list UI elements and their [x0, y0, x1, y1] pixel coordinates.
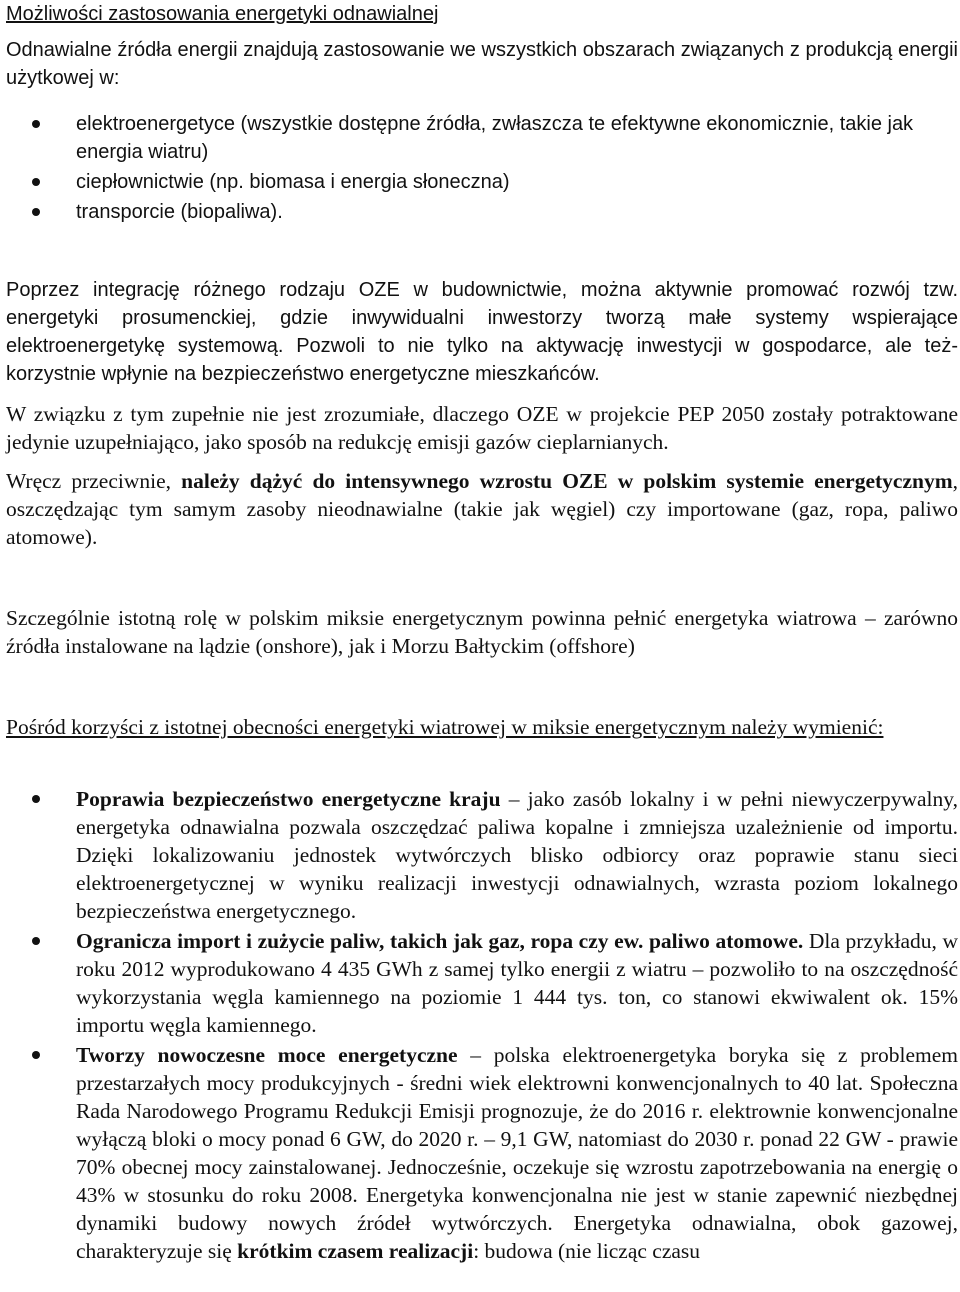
intro-paragraph: Odnawialne źródła energii znajdują zastosowanie we wszystkich obszarach związanych z produkcją energii użytkowej w:	[6, 39, 958, 89]
list-item: Tworzy nowoczesne moce energetyczne – polska elektroenergetyka boryka się z problemem przestarzałych mocy produkcyjnych - średni wiek elektrowni konwencjonalnych to 40 lat. Społeczna Rada Narodowego Programu Redukcji Emisji prognozuje, że do 2016 r. elektrownie konwencjonalne wyłączą bloki o mocy ponad 6 GW, do 2020 r. – 9,1 GW, natomiast do 2030 r. ponad 22 GW - prawie 70% obecnej mocy zainstalowanej. Jednocześnie, oczekuje się wzrostu zapotrzebowania na energię o 43% w stosunku do roku 2008. Energetyka konwencjonalna nie jest w stanie zapewnić niezbędnej dynamiki budowy nowych źródeł wytwórczych. Energetyka odnawialna, obok gazowej, charakteryzuje się krótkim czasem realizacji: budowa (nie licząc czasu	[6, 1041, 958, 1265]
bullet-icon	[32, 1051, 40, 1059]
benefits-list	[6, 785, 958, 1265]
bullet-icon	[32, 178, 40, 186]
list-item: Poprawia bezpieczeństwo energetyczne kraju – jako zasób lokalny i w pełni niewyczerpywalny, energetyka odnawialna pozwala oszczędzać paliwa kopalne i zmniejsza uzależnienie od importu. Dzięki lokalizowaniu jednostek wytwórczych blisko odbiorcy oraz poprawie stanu sieci elektroenergetycznej w wyniku realizacji inwestycji odnawialnych, wzrasta poziom lokalnego bezpieczeństwa energetycznego.	[6, 785, 958, 925]
list-item: elektroenergetyce (wszystkie dostępne źródła, zwłaszcza te efektywne ekonomicznie, takie jak energia wiatru)	[6, 110, 958, 166]
bullet-icon	[32, 120, 40, 128]
benefits-heading: Pośród korzyści z istotnej obecności energetyki wiatrowej w miksie energetycznym należy wymienić:	[6, 715, 884, 739]
contrary-paragraph: Wręcz przeciwnie, należy dążyć do intensywnego wzrostu OZE w polskim systemie energetycznym, oszczędzając tym samym zasoby nieodnawialne (takie jak węgiel) czy importowane (gaz, ropa, paliwo atomowe).	[6, 469, 958, 549]
list-item: Ogranicza import i zużycie paliw, takich jak gaz, ropa czy ew. paliwo atomowe. Dla przykładu, w roku 2012 wyprodukowano 4 435 GWh z samej tylko energii z wiatru – pozwoliło to na oszczędność wykorzystania węgla kamiennego na poziomie 1 444 tys. ton, co stanowi ekwiwalent ok. 15% importu węgla kamiennego.	[6, 927, 958, 1039]
pep-paragraph: W związku z tym zupełnie nie jest zrozumiałe, dlaczego OZE w projekcie PEP 2050 zostały potraktowane jedynie uzupełniająco, jako sposób na redukcję emisji gazów cieplarnianych.	[6, 402, 958, 454]
bullet-icon	[32, 208, 40, 216]
bullet-icon	[32, 795, 40, 803]
page-heading: Możliwości zastosowania energetyki odnawialnej	[6, 3, 439, 25]
list-item: transporcie (biopaliwa).	[6, 198, 958, 226]
integration-paragraph: Poprzez integrację różnego rodzaju OZE w budownictwie, można aktywnie promować rozwój tzw. energetyki prosumenckiej, gdzie inwywidualni inwestorzy tworzą małe systemy wspierające elektroenergetykę systemową. Pozwoli to nie tylko na aktywację inwestycji w gospodarce, ale też- korzystnie wpłynie na bezpieczeństwo energetyczne mieszkańców.	[6, 279, 958, 385]
wind-role-paragraph: Szczególnie istotną rolę w polskim miksie energetycznym powinna pełnić energetyka wiatrowa – zarówno źródła instalowane na lądzie (onshore), jak i Morzu Bałtyckim (offshore)	[6, 606, 958, 658]
bullet-icon	[32, 937, 40, 945]
usage-list	[6, 110, 958, 226]
list-item: ciepłownictwie (np. biomasa i energia słoneczna)	[6, 168, 958, 196]
